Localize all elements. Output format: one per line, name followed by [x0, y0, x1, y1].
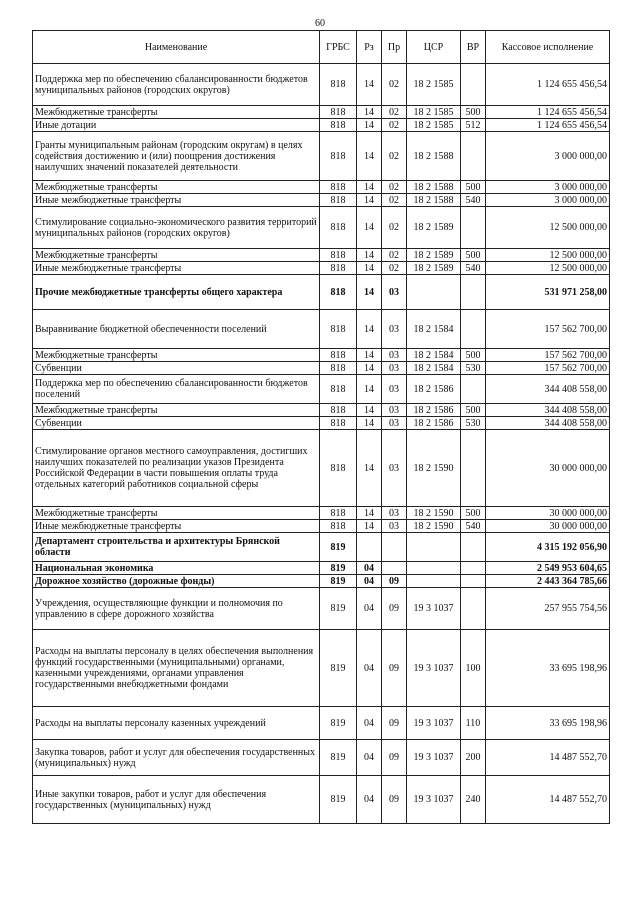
row-grbs: 818 [320, 262, 357, 275]
row-rz: 04 [357, 707, 382, 740]
row-rz: 14 [357, 362, 382, 375]
row-rz: 14 [357, 194, 382, 207]
row-grbs: 819 [320, 630, 357, 707]
row-csr: 18 2 1584 [407, 362, 461, 375]
table-row [33, 362, 610, 375]
row-pr: 02 [382, 194, 407, 207]
row-name: Расходы на выплаты персоналу в целях обеспечения выполнения функций государственными (муниципальными) органами, казенными учреждениями, органами управления государственными внебюджетными фондами [33, 630, 320, 707]
table-row [33, 507, 610, 520]
row-csr: 18 2 1590 [407, 520, 461, 533]
row-csr: 18 2 1585 [407, 119, 461, 132]
row-csr: 19 3 1037 [407, 707, 461, 740]
row-rz: 14 [357, 207, 382, 249]
table-row [33, 533, 610, 562]
row-rz: 14 [357, 275, 382, 310]
table-row [33, 132, 610, 181]
row-pr: 03 [382, 430, 407, 507]
row-rz: 14 [357, 119, 382, 132]
row-vr: 540 [461, 194, 486, 207]
row-vr [461, 310, 486, 349]
row-csr: 19 3 1037 [407, 776, 461, 824]
row-grbs: 818 [320, 181, 357, 194]
row-csr [407, 533, 461, 562]
row-name: Прочие межбюджетные трансферты общего характера [33, 275, 320, 310]
row-pr [382, 562, 407, 575]
row-csr: 19 3 1037 [407, 588, 461, 630]
row-name: Стимулирование органов местного самоуправления, достигших наилучших показателей по реализации указов Президента Российской Федерации в части повышения оплаты труда отдельных категорий работников социальной сферы [33, 430, 320, 507]
row-pr: 02 [382, 106, 407, 119]
row-pr: 09 [382, 575, 407, 588]
header-csr: ЦСР [407, 31, 461, 64]
row-vr: 500 [461, 349, 486, 362]
header-grbs: ГРБС [320, 31, 357, 64]
row-name: Поддержка мер по обеспечению сбалансированности бюджетов муниципальных районов (городских округов) [33, 64, 320, 106]
row-csr: 18 2 1589 [407, 262, 461, 275]
row-rz: 14 [357, 106, 382, 119]
row-vr: 540 [461, 520, 486, 533]
row-pr [382, 533, 407, 562]
row-rz: 14 [357, 375, 382, 404]
row-grbs: 819 [320, 707, 357, 740]
table-row [33, 630, 610, 707]
table-row [33, 430, 610, 507]
row-name: Иные закупки товаров, работ и услуг для обеспечения государственных (муниципальных) нужд [33, 776, 320, 824]
row-vr: 512 [461, 119, 486, 132]
page-number: 60 [315, 18, 325, 29]
row-csr: 19 3 1037 [407, 740, 461, 776]
row-amount: 12 500 000,00 [486, 262, 610, 275]
row-grbs: 818 [320, 362, 357, 375]
row-grbs: 819 [320, 740, 357, 776]
row-csr: 18 2 1586 [407, 417, 461, 430]
table-body [33, 64, 610, 824]
row-name: Субвенции [33, 417, 320, 430]
table-row [33, 375, 610, 404]
row-grbs: 818 [320, 507, 357, 520]
row-name: Закупка товаров, работ и услуг для обеспечения государственных (муниципальных) нужд [33, 740, 320, 776]
row-csr: 18 2 1588 [407, 194, 461, 207]
row-rz: 14 [357, 520, 382, 533]
row-pr: 03 [382, 310, 407, 349]
row-rz: 14 [357, 132, 382, 181]
row-vr [461, 430, 486, 507]
row-vr: 540 [461, 262, 486, 275]
row-name: Межбюджетные трансферты [33, 106, 320, 119]
row-pr: 09 [382, 588, 407, 630]
row-grbs: 818 [320, 119, 357, 132]
row-grbs: 818 [320, 375, 357, 404]
row-grbs: 818 [320, 249, 357, 262]
row-amount: 12 500 000,00 [486, 207, 610, 249]
row-amount: 12 500 000,00 [486, 249, 610, 262]
row-vr: 200 [461, 740, 486, 776]
row-amount: 33 695 198,96 [486, 630, 610, 707]
row-grbs: 819 [320, 776, 357, 824]
table-row [33, 106, 610, 119]
row-rz: 14 [357, 417, 382, 430]
row-name: Иные межбюджетные трансферты [33, 262, 320, 275]
row-amount: 3 000 000,00 [486, 132, 610, 181]
table-row [33, 575, 610, 588]
row-amount: 531 971 258,00 [486, 275, 610, 310]
row-csr: 18 2 1590 [407, 507, 461, 520]
row-amount: 344 408 558,00 [486, 404, 610, 417]
row-rz: 14 [357, 262, 382, 275]
table-row [33, 776, 610, 824]
row-vr [461, 275, 486, 310]
row-vr [461, 588, 486, 630]
row-vr [461, 575, 486, 588]
row-name: Поддержка мер по обеспечению сбалансированности бюджетов поселений [33, 375, 320, 404]
row-pr: 03 [382, 507, 407, 520]
row-amount: 30 000 000,00 [486, 520, 610, 533]
row-amount: 2 549 953 604,65 [486, 562, 610, 575]
row-vr [461, 533, 486, 562]
row-pr: 03 [382, 520, 407, 533]
row-grbs: 818 [320, 275, 357, 310]
row-rz: 04 [357, 630, 382, 707]
row-name: Учреждения, осуществляющие функции и полномочия по управлению в сфере дорожного хозяйства [33, 588, 320, 630]
row-grbs: 818 [320, 404, 357, 417]
row-name: Межбюджетные трансферты [33, 249, 320, 262]
table-row [33, 310, 610, 349]
row-pr: 02 [382, 64, 407, 106]
table-row [33, 562, 610, 575]
row-vr: 500 [461, 249, 486, 262]
row-amount: 157 562 700,00 [486, 362, 610, 375]
row-amount: 2 443 364 785,66 [486, 575, 610, 588]
table-row [33, 404, 610, 417]
row-pr: 03 [382, 375, 407, 404]
table-row [33, 349, 610, 362]
row-csr: 18 2 1586 [407, 404, 461, 417]
row-rz: 14 [357, 310, 382, 349]
row-vr [461, 132, 486, 181]
row-pr: 02 [382, 132, 407, 181]
row-grbs: 818 [320, 520, 357, 533]
table-row [33, 249, 610, 262]
row-name: Национальная экономика [33, 562, 320, 575]
row-csr: 18 2 1589 [407, 249, 461, 262]
row-rz: 14 [357, 507, 382, 520]
row-csr: 19 3 1037 [407, 630, 461, 707]
row-rz: 04 [357, 588, 382, 630]
row-amount: 1 124 655 456,54 [486, 64, 610, 106]
row-vr [461, 375, 486, 404]
row-vr: 500 [461, 106, 486, 119]
row-pr: 03 [382, 362, 407, 375]
row-amount: 14 487 552,70 [486, 776, 610, 824]
table-row [33, 262, 610, 275]
row-rz: 14 [357, 430, 382, 507]
row-amount: 14 487 552,70 [486, 740, 610, 776]
row-pr: 02 [382, 181, 407, 194]
row-name: Гранты муниципальным районам (городским округам) в целях содействия достижению и (или) поощрения достижения наилучших значений показателей деятельности [33, 132, 320, 181]
row-grbs: 818 [320, 349, 357, 362]
row-csr: 18 2 1585 [407, 106, 461, 119]
row-name: Выравнивание бюджетной обеспеченности поселений [33, 310, 320, 349]
row-pr: 02 [382, 119, 407, 132]
row-vr: 500 [461, 404, 486, 417]
table-row [33, 119, 610, 132]
row-csr [407, 275, 461, 310]
table-row [33, 64, 610, 106]
table-row [33, 194, 610, 207]
row-rz: 14 [357, 64, 382, 106]
row-grbs: 818 [320, 132, 357, 181]
row-name: Иные дотации [33, 119, 320, 132]
row-grbs: 818 [320, 106, 357, 119]
row-csr: 18 2 1589 [407, 207, 461, 249]
header-pr: Пр [382, 31, 407, 64]
row-csr [407, 575, 461, 588]
row-grbs: 818 [320, 310, 357, 349]
table-row [33, 740, 610, 776]
row-amount: 257 955 754,56 [486, 588, 610, 630]
row-vr: 100 [461, 630, 486, 707]
row-name: Дорожное хозяйство (дорожные фонды) [33, 575, 320, 588]
row-csr: 18 2 1586 [407, 375, 461, 404]
row-grbs: 818 [320, 64, 357, 106]
row-vr [461, 562, 486, 575]
row-name: Стимулирование социально-экономического развития территорий муниципальных районов (городских округов) [33, 207, 320, 249]
table-row [33, 588, 610, 630]
row-amount: 1 124 655 456,54 [486, 119, 610, 132]
row-pr: 09 [382, 776, 407, 824]
table-row [33, 181, 610, 194]
row-csr: 18 2 1584 [407, 310, 461, 349]
row-name: Межбюджетные трансферты [33, 349, 320, 362]
row-amount: 3 000 000,00 [486, 181, 610, 194]
row-rz: 04 [357, 776, 382, 824]
table-row [33, 207, 610, 249]
row-name: Иные межбюджетные трансферты [33, 194, 320, 207]
row-pr: 09 [382, 630, 407, 707]
row-amount: 1 124 655 456,54 [486, 106, 610, 119]
row-grbs: 818 [320, 207, 357, 249]
row-vr: 110 [461, 707, 486, 740]
row-vr [461, 207, 486, 249]
row-pr: 02 [382, 262, 407, 275]
table-row [33, 275, 610, 310]
row-csr: 18 2 1588 [407, 181, 461, 194]
row-pr: 03 [382, 275, 407, 310]
row-rz [357, 533, 382, 562]
row-grbs: 818 [320, 430, 357, 507]
row-vr [461, 64, 486, 106]
table-header-row [33, 31, 610, 64]
row-rz: 14 [357, 349, 382, 362]
row-rz: 14 [357, 249, 382, 262]
row-name: Субвенции [33, 362, 320, 375]
row-csr: 18 2 1585 [407, 64, 461, 106]
row-vr: 500 [461, 507, 486, 520]
row-vr: 530 [461, 362, 486, 375]
row-pr: 09 [382, 707, 407, 740]
row-amount: 344 408 558,00 [486, 375, 610, 404]
row-grbs: 819 [320, 562, 357, 575]
row-amount: 4 315 192 056,90 [486, 533, 610, 562]
row-vr: 500 [461, 181, 486, 194]
row-pr: 02 [382, 249, 407, 262]
row-pr: 03 [382, 417, 407, 430]
header-vr: ВР [461, 31, 486, 64]
row-pr: 02 [382, 207, 407, 249]
row-rz: 04 [357, 740, 382, 776]
row-pr: 09 [382, 740, 407, 776]
row-amount: 157 562 700,00 [486, 349, 610, 362]
row-rz: 04 [357, 575, 382, 588]
row-amount: 3 000 000,00 [486, 194, 610, 207]
row-name: Департамент строительства и архитектуры Брянской области [33, 533, 320, 562]
row-csr: 18 2 1584 [407, 349, 461, 362]
row-amount: 157 562 700,00 [486, 310, 610, 349]
row-name: Расходы на выплаты персоналу казенных учреждений [33, 707, 320, 740]
row-vr: 530 [461, 417, 486, 430]
row-vr: 240 [461, 776, 486, 824]
row-pr: 03 [382, 349, 407, 362]
row-grbs: 819 [320, 588, 357, 630]
row-amount: 30 000 000,00 [486, 507, 610, 520]
row-name: Иные межбюджетные трансферты [33, 520, 320, 533]
row-csr: 18 2 1590 [407, 430, 461, 507]
row-rz: 14 [357, 181, 382, 194]
row-csr: 18 2 1588 [407, 132, 461, 181]
row-grbs: 819 [320, 575, 357, 588]
row-rz: 04 [357, 562, 382, 575]
row-amount: 344 408 558,00 [486, 417, 610, 430]
row-grbs: 819 [320, 533, 357, 562]
row-name: Межбюджетные трансферты [33, 181, 320, 194]
row-amount: 30 000 000,00 [486, 430, 610, 507]
row-rz: 14 [357, 404, 382, 417]
table-row [33, 520, 610, 533]
row-name: Межбюджетные трансферты [33, 507, 320, 520]
row-pr: 03 [382, 404, 407, 417]
budget-execution-table [32, 30, 610, 824]
table-row [33, 417, 610, 430]
header-rz: Рз [357, 31, 382, 64]
row-grbs: 818 [320, 194, 357, 207]
row-grbs: 818 [320, 417, 357, 430]
table-row [33, 707, 610, 740]
row-csr [407, 562, 461, 575]
row-name: Межбюджетные трансферты [33, 404, 320, 417]
header-amount: Кассовое исполнение [486, 31, 610, 64]
row-amount: 33 695 198,96 [486, 707, 610, 740]
header-name: Наименование [33, 31, 320, 64]
